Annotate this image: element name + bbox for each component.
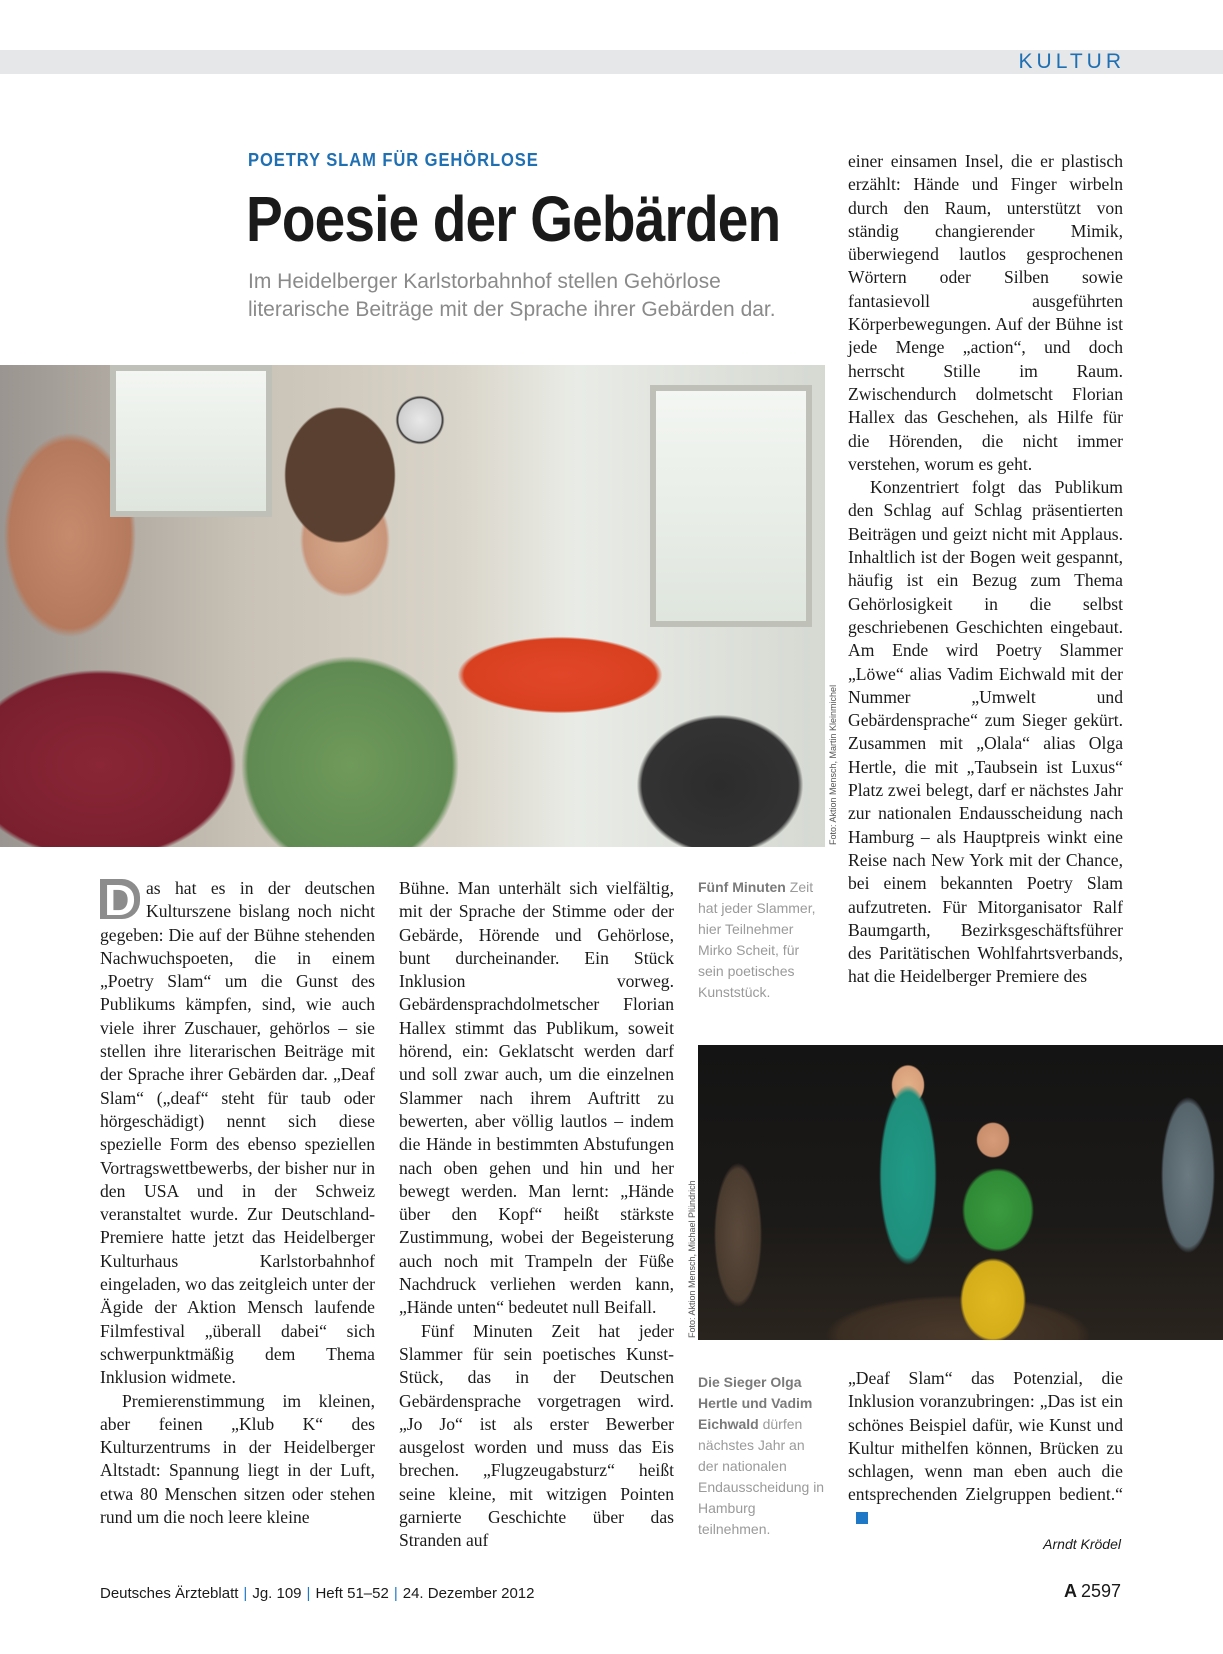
article-column-2 [399,877,674,1553]
end-of-article-marker [856,1512,868,1524]
article-column-1 [100,877,375,1529]
caption-text: Zeit hat jeder Slammer, hier Teilnehmer Mirko Scheit, für sein poetisches Kunststück. [698,879,816,1000]
photo-window [650,385,812,627]
journal-volume: Jg. 109 [252,1585,302,1602]
page-number [1064,1581,1121,1602]
main-photo [0,365,825,847]
drop-cap: D [100,879,140,919]
caption-lead: Fünf Minuten [698,879,786,895]
author-byline: Arndt Krödel [1043,1536,1121,1552]
article-column-3 [848,150,1123,989]
separator: | [393,1585,398,1602]
journal-issue: Heft 51–52 [315,1585,389,1602]
photo-caption-1 [698,877,828,1003]
photo-window [110,365,272,517]
article-deck: Im Heidelberger Karlstorbahnhof stellen Gehörlose literarische Beiträge mit der Sprache ihrer Gebärden dar. [248,270,776,321]
caption-lead: Die Sieger Olga Hertle und Vadim Eichwald [698,1374,813,1432]
paragraph: Bühne. Man unterhält sich vielfältig, mit der Sprache der Stimme oder der Gebärde, Hörende und Gehörlose, bunt durcheinander. Ein Stück Inklusion vorweg. Gebärdensprachdolmetscher Florian Hallex stimmt das Publikum, soweit hörend, ein: Geklatscht werden darf und soll zwar auch, um die einzelnen Slammer nach ihrem Auftritt zu bewerten, aber völlig lautlos – indem die Hände in bestimmten Abstufungen nach oben gehen und hin und her bewegt werden. Man lernt: „Hände über den Kopf“ heißt stärkste Zustimmung, wobei der Begeisterung auch noch mit Trampeln der Füße Nachdruck verliehen werden kann, „Hände unten“ bedeutet null Beifall. [399,878,674,1318]
paragraph: Premierenstimmung im kleinen, aber feinen „Klub K“ des Kulturzentrums in der Heidelberger Altstadt: Spannung liegt in der Luft, etwa 80 Menschen sitzen oder stehen rund um die noch leere kleine [100,1390,375,1528]
caption-text: dürfen nächstes Jahr an der nationalen Endausscheidung in Hamburg teilnehmen. [698,1416,825,1537]
winners-photo [698,1045,1223,1340]
footer-citation [100,1585,534,1602]
paragraph: „Deaf Slam“ das Potenzial, die Inklusion voranzubringen: „Das ist ein schönes Beispiel dafür, wie Kunst und Kultur mithelfen können, Brücken zu schlagen, wenn man eben auch die entsprechenden Zielgruppen bedient.“ [848,1367,1123,1530]
photo-caption-2 [698,1372,828,1540]
paragraph: D as hat es in der deutschen Kulturszene bislang noch nicht gegeben: Die auf der Bühne stehenden Nachwuchspoeten, die in einem „Poetry Slam“ um die Gunst des Publikums kämpfen, sind, wie auch viele ihrer Zuschauer, gehörlos – sie stellen ihre literarischen Beiträge mit der Sprache ihrer Gebärden dar. „Deaf Slam“ („deaf“ steht für taub oder hörgeschädigt) nennt sich diese spezielle Form des ebenso speziellen Vortragswettbewerbs, der bisher nur in den USA und in der Schweiz veranstaltet wurde. Zur Deutschland-Premiere hatte jetzt das Heidelberger Kulturhaus Karlstorbahnhof eingeladen, wo das zeitgleich unter der Ägide der Aktion Mensch laufende Filmfestival „überall dabei“ sich schwerpunktmäßig dem Thema Inklusion widmete. [100,876,375,1388]
main-photo-credit: Foto: Aktion Mensch, Martin Kleinmichel [828,684,838,845]
winners-photo-credit: Foto: Aktion Mensch, Michael Plündrich [687,1180,697,1338]
article-title: Poesie der Gebärden [246,183,781,255]
issue-date: 24. Dezember 2012 [402,1585,535,1602]
separator: | [306,1585,311,1602]
article-kicker: POETRY SLAM FÜR GEHÖRLOSE [248,150,539,170]
paragraph: Konzentriert folgt das Publikum den Schlag auf Schlag präsentierten Beiträgen und geizt nicht mit Applaus. Inhaltlich ist der Bogen weit gespannt, häufig ist ein Bezug zum Thema Gehörlosigkeit in die selbst geschriebenen Geschichten eingebaut. Am Ende wird Poetry Slammer „Löwe“ alias Vadim Eichwald mit der Nummer „Umwelt und Gebärdensprache“ zum Sieger gekürt. Zusammen mit „Olala“ alias Olga Hertle, die mit „Taubsein ist Luxus“ Platz zwei belegt, darf er nächstes Jahr zur nationalen Endausscheidung nach Hamburg – als Hauptpreis winkt eine Reise nach New York mit der Chance, bei einem bekannten Poetry Slam aufzutreten. Für Mitorganisator Ralf Baumgarth, Bezirksgeschäftsführer des Paritätischen Wohlfahrtsverbands, hat die Heidelberger Premiere des [848,477,1123,987]
journal-name: Deutsches Ärzteblatt [100,1585,239,1602]
page-number-value: 2597 [1080,1581,1121,1601]
paragraph: Fünf Minuten Zeit hat jeder Slammer für sein poetisches Kunst-Stück, das in der Deutschen Gebärdensprache vorgetragen wird. „Jo Jo“ ist als erster Bewerber ausgelost worden und muss das Eis brechen. „Flugzeugabsturz“ heißt seine kleine, mit witzigen Pointen garnierte Geschichte über das Stranden auf [399,1320,674,1551]
article-column-3-end [848,1367,1123,1530]
paragraph: einer einsamen Insel, die er plastisch erzählt: Hände und Finger wirbeln durch den Raum, unterstützt von ständig changierender Mimik, überwiegend lautlos gesprochenen Wörtern oder Silben sowie fantasievoll ausgeführten Körperbewegungen. Auf der Bühne ist jede Menge „action“, und doch herrscht Stille im Raum. Zwischendurch dolmetscht Florian Hallex das Geschehen, als Hilfe für die Hörenden, die nicht immer verstehen, worum es geht. [848,151,1123,474]
page-prefix: A [1063,1581,1077,1601]
separator: | [243,1585,248,1602]
section-label: KULTUR [1018,50,1125,73]
